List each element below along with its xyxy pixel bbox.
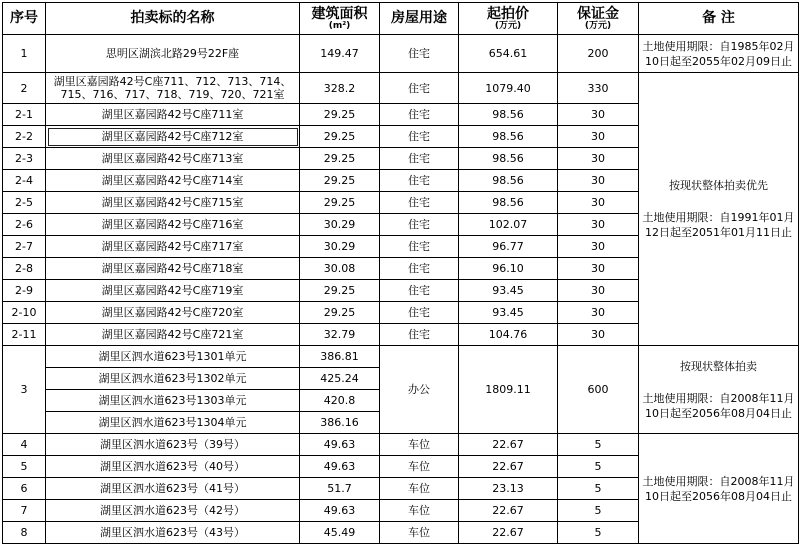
cell-name[interactable]: 湖里区泗水道623号（40号）	[46, 456, 300, 478]
header-price	[459, 3, 558, 35]
cell-area[interactable]: 29.25	[300, 148, 380, 170]
cell-area[interactable]: 49.63	[300, 456, 380, 478]
remark-text: 土地使用期限：自2008年11月10日起至2056年08月04日止	[642, 391, 795, 420]
cell-name[interactable]: 湖里区泗水道623号（42号）	[46, 500, 300, 522]
cell-usage[interactable]: 住宅	[380, 148, 459, 170]
cell-seq: 6	[3, 478, 46, 500]
cell-name[interactable]: 湖里区嘉园路42号C座719室	[46, 280, 300, 302]
header-area	[300, 3, 380, 35]
table-row	[3, 35, 799, 73]
table-row	[3, 73, 799, 104]
header-remark: 备 注	[639, 3, 799, 35]
cell-price[interactable]: 1809.11	[459, 346, 558, 434]
cell-area[interactable]: 420.8	[300, 390, 380, 412]
cell-area[interactable]: 29.25	[300, 170, 380, 192]
cell-name[interactable]: 湖里区泗水道623号（43号）	[46, 522, 300, 544]
cell-usage[interactable]: 住宅	[380, 35, 459, 73]
cell-usage[interactable]: 车位	[380, 456, 459, 478]
cell-seq: 2-4	[3, 170, 46, 192]
header-seq: 序号	[3, 3, 46, 35]
cell-price[interactable]: 22.67	[459, 522, 558, 544]
remark-text: 土地使用期限：自1991年01月12日起至2051年01月11日止	[642, 211, 795, 239]
cell-area[interactable]: 29.25	[300, 192, 380, 214]
header-name: 拍卖标的名称	[46, 3, 300, 35]
header-price-unit: (万元)	[494, 20, 522, 31]
cell-usage[interactable]: 住宅	[380, 236, 459, 258]
cell-seq: 3	[3, 346, 46, 434]
cell-name[interactable]: 思明区湖滨北路29号22F座	[46, 35, 300, 73]
cell-usage[interactable]: 住宅	[380, 258, 459, 280]
cell-usage[interactable]: 住宅	[380, 104, 459, 126]
cell-price[interactable]: 96.10	[459, 258, 558, 280]
cell-usage[interactable]: 住宅	[380, 73, 459, 104]
table-row	[3, 346, 799, 368]
cell-price[interactable]: 22.67	[459, 500, 558, 522]
cell-name[interactable]: 湖里区嘉园路42号C座720室	[46, 302, 300, 324]
cell-deposit[interactable]: 5	[558, 500, 639, 522]
header-deposit-label: 保证金	[577, 5, 619, 22]
cell-usage[interactable]: 住宅	[380, 214, 459, 236]
cell-name[interactable]: 湖里区嘉园路42号C座711、712、713、714、715、716、717、718、719、720、721室	[46, 73, 300, 104]
cell-usage[interactable]: 住宅	[380, 126, 459, 148]
cell-area[interactable]: 30.29	[300, 214, 380, 236]
cell-name[interactable]: 湖里区泗水道623号1304单元	[46, 412, 300, 434]
cell-usage[interactable]: 车位	[380, 522, 459, 544]
cell-name[interactable]: 湖里区泗水道623号1303单元	[46, 390, 300, 412]
cell-seq: 2-9	[3, 280, 46, 302]
cell-price[interactable]: 1079.40	[459, 73, 558, 104]
remark-text: 按现状整体拍卖	[680, 359, 757, 373]
cell-name[interactable]: 湖里区泗水道623号1301单元	[46, 346, 300, 368]
cell-area[interactable]: 425.24	[300, 368, 380, 390]
cell-usage[interactable]: 车位	[380, 434, 459, 456]
cell-name[interactable]: 湖里区嘉园路42号C座717室	[46, 236, 300, 258]
remark-text: 土地使用期限：自1985年02月10日起至2055年02月09日止	[642, 39, 795, 68]
cell-price[interactable]: 22.67	[459, 456, 558, 478]
cell-seq: 2-8	[3, 258, 46, 280]
cell-deposit[interactable]: 5	[558, 522, 639, 544]
cell-area[interactable]: 386.16	[300, 412, 380, 434]
cell-price[interactable]: 93.45	[459, 280, 558, 302]
cell-deposit[interactable]: 30	[558, 126, 639, 148]
cell-area[interactable]: 386.81	[300, 346, 380, 368]
cell-area[interactable]: 30.29	[300, 236, 380, 258]
cell-area[interactable]: 49.63	[300, 500, 380, 522]
cell-price[interactable]: 98.56	[459, 104, 558, 126]
cell-deposit[interactable]: 30	[558, 192, 639, 214]
cell-area[interactable]: 45.49	[300, 522, 380, 544]
cell-price[interactable]: 98.56	[459, 170, 558, 192]
cell-usage[interactable]: 住宅	[380, 192, 459, 214]
cell-area[interactable]: 32.79	[300, 324, 380, 346]
header-row	[3, 3, 799, 35]
cell-price[interactable]: 93.45	[459, 302, 558, 324]
cell-area[interactable]: 29.25	[300, 104, 380, 126]
cell-price[interactable]: 104.76	[459, 324, 558, 346]
cell-deposit[interactable]: 5	[558, 478, 639, 500]
cell-area[interactable]: 29.25	[300, 302, 380, 324]
cell-deposit[interactable]: 30	[558, 148, 639, 170]
header-deposit-unit: (万元)	[584, 20, 612, 31]
cell-name[interactable]: 湖里区嘉园路42号C座713室	[46, 148, 300, 170]
cell-seq: 1	[3, 35, 46, 73]
remark-text: 按现状整体拍卖优先	[669, 179, 768, 192]
cell-seq: 2-7	[3, 236, 46, 258]
cell-usage[interactable]: 车位	[380, 500, 459, 522]
cell-seq: 2-5	[3, 192, 46, 214]
cell-seq: 2-6	[3, 214, 46, 236]
cell-name[interactable]: 湖里区嘉园路42号C座715室	[46, 192, 300, 214]
cell-remark[interactable]	[639, 73, 799, 346]
cell-area[interactable]: 328.2	[300, 73, 380, 104]
cell-seq: 2-10	[3, 302, 46, 324]
cell-seq: 7	[3, 500, 46, 522]
cell-usage[interactable]: 住宅	[380, 280, 459, 302]
cell-deposit[interactable]: 330	[558, 73, 639, 104]
remark-text: 土地使用期限：自2008年11月10日起至2056年08月04日止	[642, 474, 795, 503]
cell-seq: 2-2	[3, 126, 46, 148]
cell-usage[interactable]: 办公	[380, 346, 459, 434]
cell-price[interactable]: 98.56	[459, 148, 558, 170]
cell-price[interactable]: 23.13	[459, 478, 558, 500]
cell-name[interactable]: 湖里区嘉园路42号C座721室	[46, 324, 300, 346]
cell-usage[interactable]: 住宅	[380, 324, 459, 346]
cell-remark[interactable]	[639, 346, 799, 434]
cell-price[interactable]: 98.56	[459, 192, 558, 214]
cell-price[interactable]: 102.07	[459, 214, 558, 236]
cell-deposit[interactable]: 5	[558, 456, 639, 478]
cell-name[interactable]: 湖里区泗水道623号（41号）	[46, 478, 300, 500]
cell-remark[interactable]	[639, 434, 799, 544]
cell-deposit[interactable]: 30	[558, 236, 639, 258]
header-deposit	[558, 3, 639, 35]
cell-name[interactable]: 湖里区泗水道623号（39号）	[46, 434, 300, 456]
cell-area[interactable]: 149.47	[300, 35, 380, 73]
cell-name[interactable]: 湖里区嘉园路42号C座718室	[46, 258, 300, 280]
cell-seq: 2-3	[3, 148, 46, 170]
cell-usage[interactable]: 住宅	[380, 302, 459, 324]
cell-usage[interactable]: 车位	[380, 478, 459, 500]
cell-deposit[interactable]: 30	[558, 104, 639, 126]
cell-price[interactable]: 654.61	[459, 35, 558, 73]
cell-price[interactable]: 22.67	[459, 434, 558, 456]
cell-price[interactable]: 96.77	[459, 236, 558, 258]
cell-price[interactable]: 98.56	[459, 126, 558, 148]
cell-deposit[interactable]: 30	[558, 214, 639, 236]
cell-area[interactable]: 51.7	[300, 478, 380, 500]
header-area-unit: (m²)	[328, 20, 351, 31]
cell-name[interactable]: 湖里区泗水道623号1302单元	[46, 368, 300, 390]
cell-seq: 5	[3, 456, 46, 478]
cell-name[interactable]: 湖里区嘉园路42号C座711室	[46, 104, 300, 126]
cell-deposit[interactable]: 30	[558, 280, 639, 302]
cell-seq: 4	[3, 434, 46, 456]
cell-deposit[interactable]: 30	[558, 302, 639, 324]
header-usage: 房屋用途	[380, 3, 459, 35]
cell-deposit[interactable]: 30	[558, 324, 639, 346]
cell-usage[interactable]: 住宅	[380, 170, 459, 192]
cell-deposit[interactable]: 30	[558, 258, 639, 280]
cell-area[interactable]: 29.25	[300, 126, 380, 148]
cell-area[interactable]: 29.25	[300, 280, 380, 302]
cell-deposit[interactable]: 200	[558, 35, 639, 73]
table-row	[3, 434, 799, 456]
header-price-label: 起拍价	[487, 5, 529, 22]
cell-remark[interactable]	[639, 35, 799, 73]
cell-seq: 2-11	[3, 324, 46, 346]
cell-deposit[interactable]: 600	[558, 346, 639, 434]
cell-name[interactable]: 湖里区嘉园路42号C座714室	[46, 170, 300, 192]
cell-area[interactable]: 30.08	[300, 258, 380, 280]
cell-seq: 8	[3, 522, 46, 544]
cell-name-selected[interactable]: 湖里区嘉园路42号C座712室	[46, 126, 300, 148]
cell-name[interactable]: 湖里区嘉园路42号C座716室	[46, 214, 300, 236]
header-area-label: 建筑面积	[311, 5, 368, 22]
auction-table	[2, 2, 799, 544]
cell-seq: 2	[3, 73, 46, 104]
cell-deposit[interactable]: 30	[558, 170, 639, 192]
cell-area[interactable]: 49.63	[300, 434, 380, 456]
cell-seq: 2-1	[3, 104, 46, 126]
cell-deposit[interactable]: 5	[558, 434, 639, 456]
